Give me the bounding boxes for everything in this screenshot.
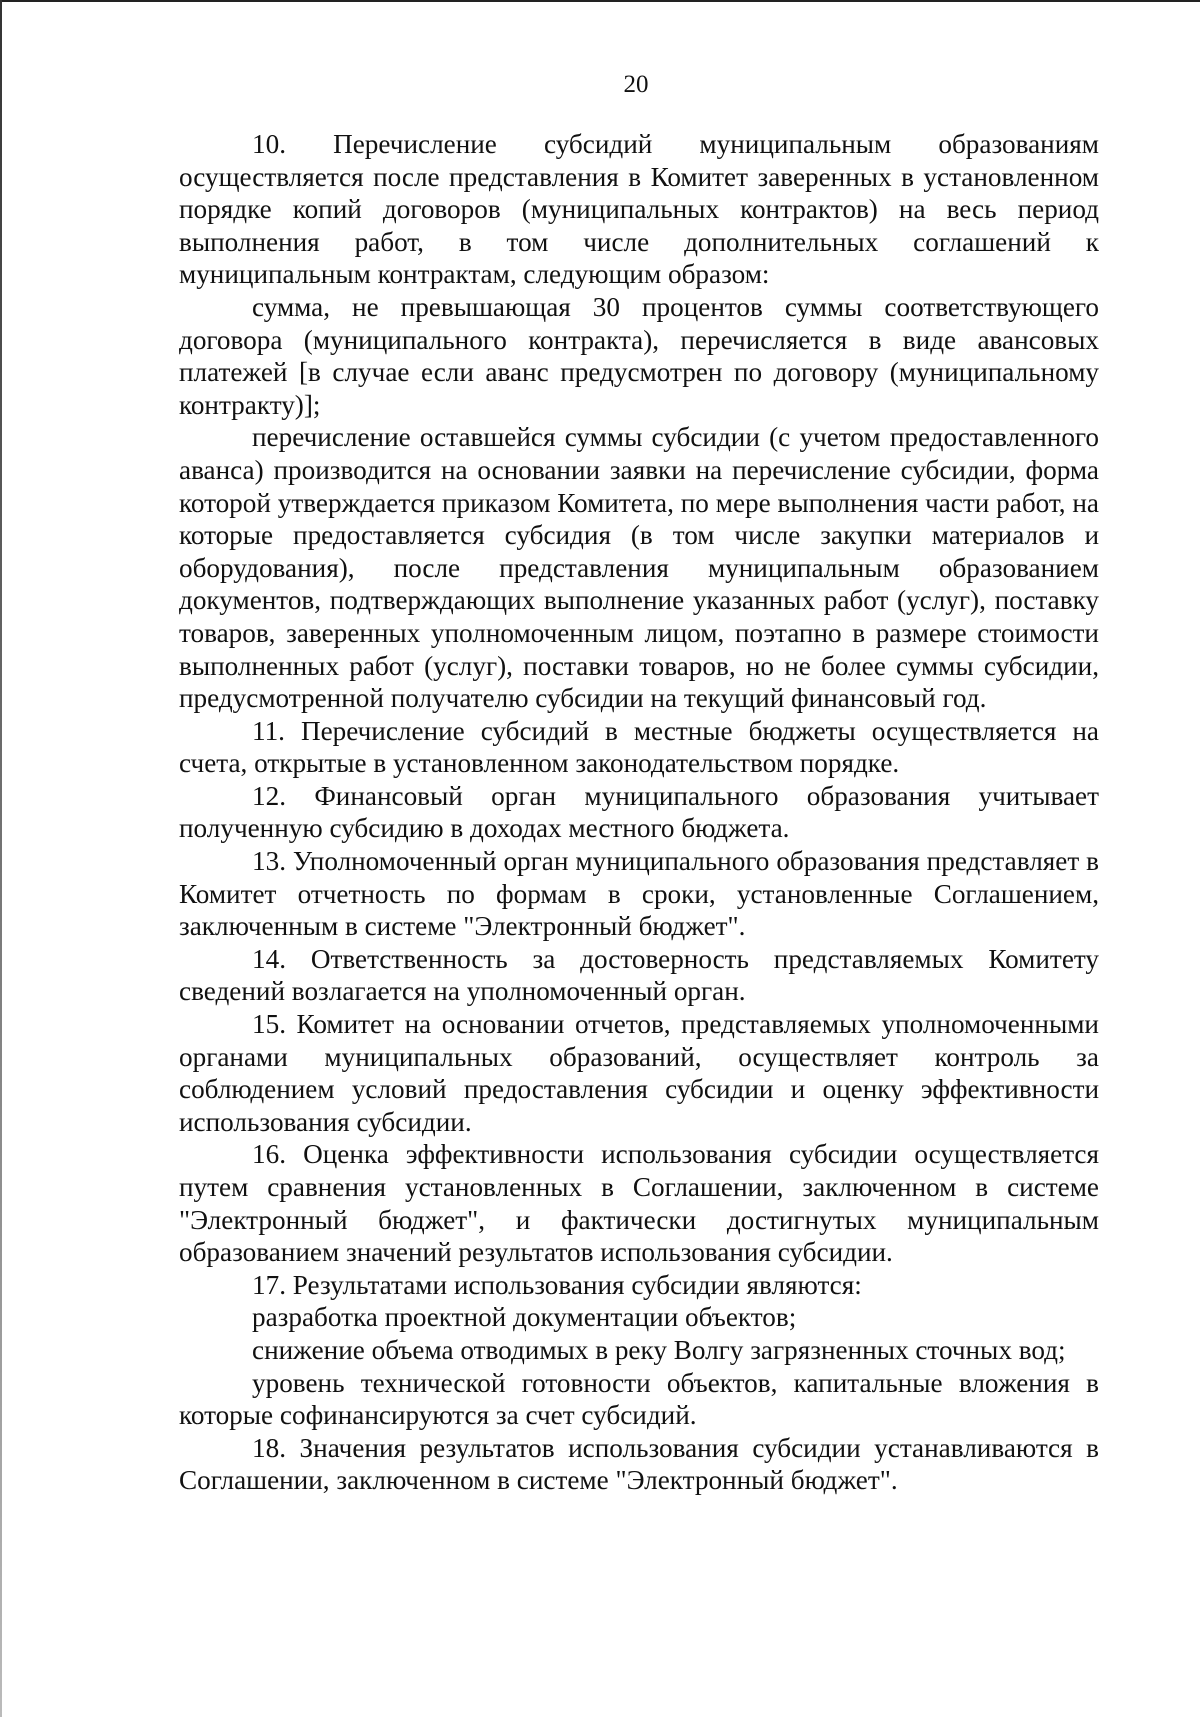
paragraph-15: 15. Комитет на основании отчетов, представляемых уполномоченными органами муниципальных образований, осуществляет контроль за соблюдением условий предоставления субсидии и оценку эффективности использования субсидии. xyxy=(179,1009,1099,1137)
paragraph-14: 14. Ответственность за достоверность представляемых Комитету сведений возлагается на уполномоченный орган. xyxy=(179,943,1099,1007)
paragraph-12: 12. Финансовый орган муниципального образования учитывает полученную субсидию в доходах местного бюджета. xyxy=(179,780,1099,844)
paragraph-18: 18. Значения результатов использования субсидии устанавливаются в Соглашении, заключенном в системе "Электронный бюджет". xyxy=(179,1432,1099,1496)
paragraph-11: 11. Перечисление субсидий в местные бюджеты осуществляется на счета, открытые в установленном законодательством порядке. xyxy=(179,715,1099,779)
paragraph-10: 10. Перечисление субсидий муниципальным образованиям осуществляется после представления в Комитет заверенных в установленном порядке копий договоров (муниципальных контрактов) на весь период выполнения работ, в том числе дополнительных соглашений к муниципальным контрактам, следующим образом: xyxy=(179,129,1099,290)
paragraph-17: 17. Результатами использования субсидии являются: xyxy=(252,1269,862,1300)
paragraph-16: 16. Оценка эффективности использования субсидии осуществляется путем сравнения установленных в Соглашении, заключенном в системе "Электронный бюджет", и фактически достигнутых муниципальным образованием значений результатов использования субсидии. xyxy=(179,1139,1099,1268)
scan-edge-left xyxy=(0,0,2,1717)
paragraph-advance-payment: сумма, не превышающая 30 процентов суммы соответствующего договора (муниципального контракта), перечисляется в виде авансовых платежей [в случае если аванс предусмотрен по договору (муниципальному контракту)]; xyxy=(179,291,1099,420)
document-body xyxy=(179,128,1099,1497)
paragraph-13: 13. Уполномоченный орган муниципального образования представляет в Комитет отчетность по формам в сроки, установленные Соглашением, заключенным в системе "Электронный бюджет". xyxy=(179,846,1099,942)
page-number: 20 xyxy=(623,71,649,98)
result-item-design-docs: разработка проектной документации объектов; xyxy=(252,1302,797,1333)
paragraph-remaining-transfer: перечисление оставшейся суммы субсидии (с учетом предоставленного аванса) производится на основании заявки на перечисление субсидии, форма которой утверждается приказом Комитета, по мере выполнения части работ, на которые предоставляется субсидия (в том числе закупки материалов и оборудования), после представления муниципальным образованием документов, подтверждающих выполнение указанных работ (услуг), поставку товаров, заверенных уполномоченным лицом, поэтапно в размере стоимости выполненных работ (услуг), поставки товаров, но не более суммы субсидии, предусмотренной получателю субсидии на текущий финансовый год. xyxy=(179,422,1099,714)
result-item-wastewater: снижение объема отводимых в реку Волгу загрязненных сточных вод; xyxy=(252,1334,1066,1365)
result-item-readiness: уровень технической готовности объектов, капитальные вложения в которые софинансируются за счет субсидий. xyxy=(179,1367,1099,1431)
scan-edge-top xyxy=(0,0,1200,2)
